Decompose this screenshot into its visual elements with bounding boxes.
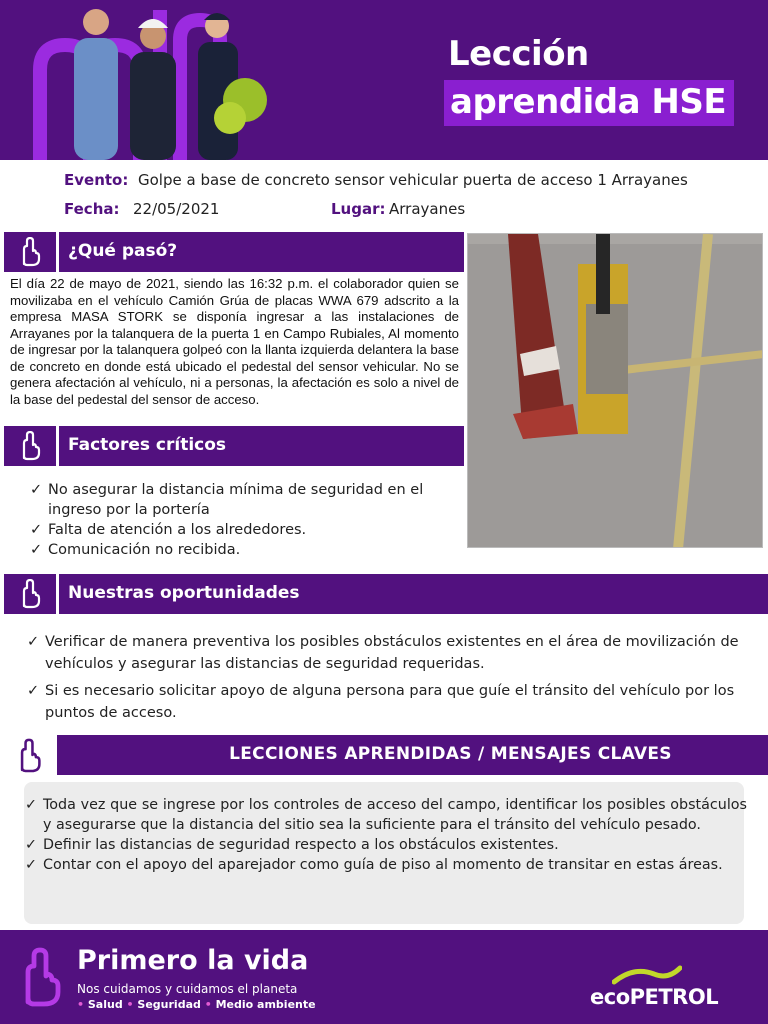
check-icon: ✓ <box>30 522 43 538</box>
header-banner <box>0 0 768 160</box>
check-icon: ✓ <box>30 482 43 498</box>
que-paso-text: El día 22 de mayo de 2021, siendo las 16:32 p.m. el colaborador quien se movilizaba en el vehículo Camión Grúa de placas WWA 679 adscrito a la empresa MASA STORK se disponía ingresar a las instalaciones de Arrayanes por la talanquera de la puerta 1 en Campo Rubiales, Al momento de ingresar por la talanquera golpeó con la llanta izquierda delantera la base de concreto en donde está ubicado el pedestal del sensor vehicular. No se genera afectación al vehículo, ni a personas, la afectación es solo a nivel de la base del pedestal del sensor de acceso. <box>10 276 459 407</box>
people-photo-graphic <box>30 0 270 160</box>
footer-tags: • Salud • Seguridad • Medio ambiente <box>77 998 316 1011</box>
oportunidades-header <box>4 574 768 614</box>
lecciones-hand-icon <box>14 736 44 776</box>
footer-subtitle: Nos cuidamos y cuidamos el planeta <box>77 982 298 996</box>
check-icon: ✓ <box>25 857 37 873</box>
evento-value: Golpe a base de concreto sensor vehicular puerta de acceso 1 Arrayanes <box>138 171 688 189</box>
list-item: ✓ Falta de atención a los alrededores. <box>30 522 307 538</box>
list-item: ✓ Si es necesario solicitar apoyo de alguna persona para que guíe el tránsito del vehículo por los puntos de acceso. <box>27 683 735 721</box>
incident-photo <box>467 233 763 548</box>
hand-logo-icon <box>14 938 66 1018</box>
oportunidades-title: Nuestras oportunidades <box>68 583 300 603</box>
oportunidades-list <box>27 632 752 724</box>
check-icon: ✓ <box>25 837 37 853</box>
footer-title: Primero la vida <box>77 945 309 976</box>
fecha-value: 22/05/2021 <box>133 200 220 218</box>
list-item: ✓ Comunicación no recibida. <box>30 542 241 558</box>
list-item: ✓ Contar con el apoyo del aparejador como guía de piso al momento de transitar en estas áreas. <box>25 857 723 873</box>
lugar-value: Arrayanes <box>389 200 466 218</box>
list-item: ✓ Toda vez que se ingrese por los controles de acceso del campo, identificar los posibles obstáculos y asegurarse que la distancia del sitio sea la suficiente para el tránsito del vehículo pesado. <box>25 797 747 833</box>
que-paso-header <box>4 232 464 272</box>
hand-icon <box>4 232 59 272</box>
hand-icon <box>4 574 59 614</box>
check-icon: ✓ <box>27 634 40 650</box>
factores-header <box>4 426 464 466</box>
page-title-line1: Lección <box>448 34 589 74</box>
check-icon: ✓ <box>25 797 37 813</box>
check-icon: ✓ <box>27 683 40 699</box>
list-item: ✓ Verificar de manera preventiva los posibles obstáculos existentes en el área de movilización de vehículos y asegurar las distancias de seguridad requeridas. <box>27 634 739 672</box>
ecopetrol-logo: ecoPETROL <box>590 985 719 1009</box>
check-icon: ✓ <box>30 542 43 558</box>
footer-banner <box>0 930 768 1024</box>
factores-list <box>30 480 460 560</box>
lecciones-list <box>25 795 747 875</box>
fecha-label: Fecha: <box>64 200 120 218</box>
lecciones-title: LECCIONES APRENDIDAS / MENSAJES CLAVES <box>229 744 672 764</box>
que-paso-title: ¿Qué pasó? <box>68 241 178 261</box>
page-title-line2: aprendida HSE <box>444 80 734 126</box>
factores-title: Factores críticos <box>68 435 227 455</box>
lugar-label: Lugar: <box>331 200 386 218</box>
lecciones-header <box>57 735 768 775</box>
hand-icon <box>4 426 59 466</box>
list-item: ✓ No asegurar la distancia mínima de seguridad en el ingreso por la portería <box>30 482 424 518</box>
evento-label: Evento: <box>64 171 129 189</box>
list-item: ✓ Definir las distancias de seguridad respecto a los obstáculos existentes. <box>25 837 559 853</box>
